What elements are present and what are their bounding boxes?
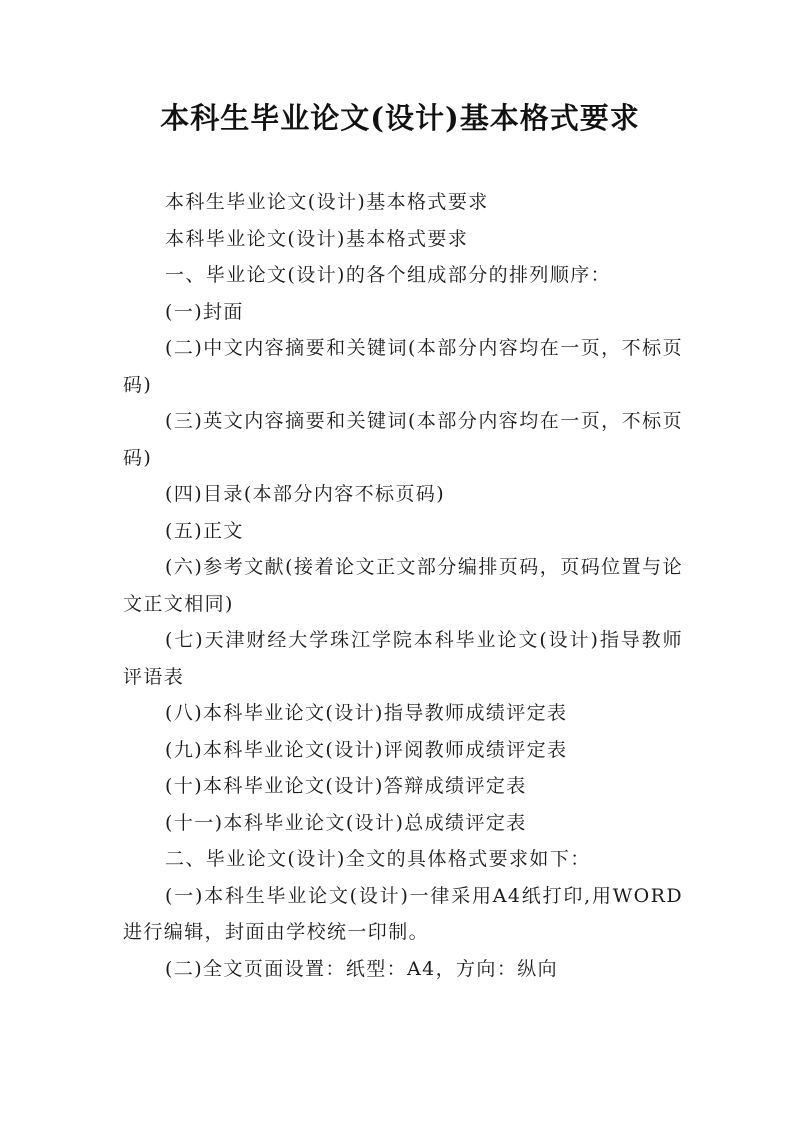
paragraph: (三)英文内容摘要和关键词(本部分内容均在一页，不标页码) [123, 410, 683, 469]
paragraph: (五)正文 [165, 519, 244, 542]
paragraph: (四)目录(本部分内容不标页码) [165, 483, 446, 505]
paragraph: (七)天津财经大学珠江学院本科毕业论文(设计)指导教师评语表 [123, 629, 683, 688]
document-title: 本科生毕业论文(设计)基本格式要求 [160, 101, 640, 135]
paragraph: 一、毕业论文(设计)的各个组成部分的排列顺序： [165, 264, 612, 286]
paragraph: (一)本科生毕业论文(设计)一律采用A4纸打印,用WORD进行编辑，封面由学校统一印制。 [123, 884, 683, 943]
paragraph: (一)封面 [165, 300, 244, 323]
paragraph: (十一)本科毕业论文(设计)总成绩评定表 [165, 811, 527, 834]
paragraph: (二)全文页面设置：纸型：A4，方向：纵向 [165, 957, 559, 980]
paragraph: (二)中文内容摘要和关键词(本部分内容均在一页，不标页码) [123, 337, 683, 396]
paragraph: 本科生毕业论文(设计)基本格式要求 [165, 191, 489, 213]
paragraph: 二、毕业论文(设计)全文的具体格式要求如下： [165, 848, 591, 870]
document-body [123, 184, 683, 987]
paragraph: (六)参考文献(接着论文正文部分编排页码，页码位置与论文正文相同) [123, 556, 683, 615]
paragraph: (九)本科毕业论文(设计)评阅教师成绩评定表 [165, 738, 568, 761]
paragraph: 本科毕业论文(设计)基本格式要求 [165, 227, 469, 250]
paragraph: (十)本科毕业论文(设计)答辩成绩评定表 [165, 775, 527, 797]
paragraph: (八)本科毕业论文(设计)指导教师成绩评定表 [165, 702, 568, 724]
